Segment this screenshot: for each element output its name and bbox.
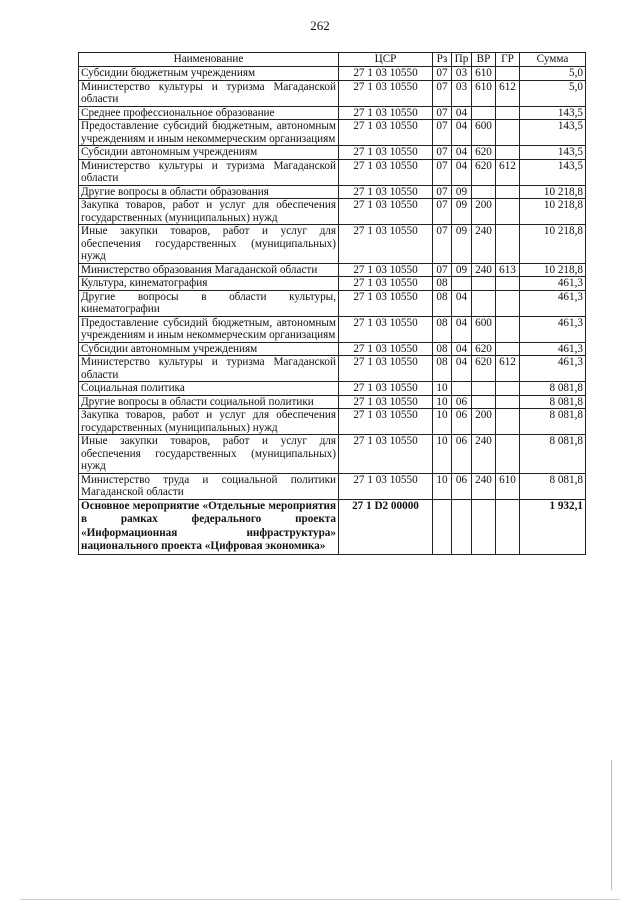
cell-sum: 10 218,8 <box>520 185 586 199</box>
cell-csr: 27 1 03 10550 <box>339 290 433 316</box>
cell-name: Министерство культуры и туризма Магаданской области <box>79 80 339 106</box>
cell-sum: 8 081,8 <box>520 473 586 499</box>
cell-sum: 461,3 <box>520 277 586 291</box>
budget-table <box>78 52 586 555</box>
table-row <box>79 185 586 199</box>
cell-name: Другие вопросы в области социальной политики <box>79 395 339 409</box>
cell-csr: 27 1 03 10550 <box>339 316 433 342</box>
table-row <box>79 225 586 264</box>
table-row <box>79 263 586 277</box>
cell-name: Субсидии автономным учреждениям <box>79 342 339 356</box>
cell-csr: 27 1 03 10550 <box>339 120 433 146</box>
cell-csr: 27 1 03 10550 <box>339 159 433 185</box>
cell-csr: 27 1 03 10550 <box>339 342 433 356</box>
table-row <box>79 473 586 499</box>
cell-rz: 10 <box>433 473 452 499</box>
cell-pr <box>452 382 472 396</box>
cell-vr <box>472 185 496 199</box>
table-row <box>79 80 586 106</box>
cell-name: Субсидии автономным учреждениям <box>79 146 339 160</box>
cell-name: Субсидии бюджетным учреждениям <box>79 67 339 81</box>
cell-sum: 5,0 <box>520 67 586 81</box>
cell-csr: 27 1 03 10550 <box>339 146 433 160</box>
cell-rz: 07 <box>433 263 452 277</box>
cell-csr: 27 1 03 10550 <box>339 473 433 499</box>
cell-rz: 10 <box>433 435 452 474</box>
cell-pr: 09 <box>452 185 472 199</box>
cell-csr: 27 1 03 10550 <box>339 395 433 409</box>
scan-bottom-line <box>20 899 620 900</box>
cell-sum: 8 081,8 <box>520 409 586 435</box>
cell-name: Закупка товаров, работ и услуг для обеспечения государственных (муниципальных) нужд <box>79 199 339 225</box>
cell-gr <box>496 185 520 199</box>
cell-csr: 27 1 03 10550 <box>339 185 433 199</box>
cell-rz: 08 <box>433 316 452 342</box>
cell-pr <box>452 277 472 291</box>
cell-name: Культура, кинематография <box>79 277 339 291</box>
cell-gr <box>496 67 520 81</box>
cell-vr: 200 <box>472 199 496 225</box>
cell-vr: 610 <box>472 67 496 81</box>
cell-rz: 07 <box>433 120 452 146</box>
cell-pr: 06 <box>452 409 472 435</box>
cell-sum: 143,5 <box>520 146 586 160</box>
cell-pr: 04 <box>452 356 472 382</box>
cell-rz: 07 <box>433 80 452 106</box>
cell-gr <box>496 316 520 342</box>
cell-rz: 08 <box>433 290 452 316</box>
cell-rz: 10 <box>433 382 452 396</box>
cell-csr: 27 1 03 10550 <box>339 263 433 277</box>
cell-vr: 600 <box>472 120 496 146</box>
cell-vr: 620 <box>472 146 496 160</box>
table-row <box>79 382 586 396</box>
cell-name: Другие вопросы в области образования <box>79 185 339 199</box>
cell-pr: 04 <box>452 120 472 146</box>
cell-pr: 06 <box>452 395 472 409</box>
header-gr: ГР <box>496 53 520 67</box>
cell-pr: 09 <box>452 263 472 277</box>
cell-gr <box>496 199 520 225</box>
cell-csr: 27 1 03 10550 <box>339 225 433 264</box>
table-row <box>79 290 586 316</box>
cell-vr <box>472 499 496 554</box>
cell-sum: 143,5 <box>520 106 586 120</box>
cell-csr: 27 1 03 10550 <box>339 356 433 382</box>
cell-csr: 27 1 03 10550 <box>339 199 433 225</box>
cell-pr: 04 <box>452 342 472 356</box>
cell-vr <box>472 277 496 291</box>
cell-gr <box>496 342 520 356</box>
cell-gr <box>496 106 520 120</box>
table-row <box>79 356 586 382</box>
cell-gr <box>496 435 520 474</box>
table-row <box>79 342 586 356</box>
cell-name: Министерство образования Магаданской области <box>79 263 339 277</box>
cell-vr <box>472 106 496 120</box>
cell-sum: 461,3 <box>520 290 586 316</box>
cell-name: Иные закупки товаров, работ и услуг для обеспечения государственных (муниципальных) нужд <box>79 435 339 474</box>
cell-rz: 07 <box>433 199 452 225</box>
cell-pr: 04 <box>452 159 472 185</box>
cell-sum: 5,0 <box>520 80 586 106</box>
cell-rz: 07 <box>433 146 452 160</box>
table-row <box>79 409 586 435</box>
cell-pr: 03 <box>452 80 472 106</box>
cell-name: Социальная политика <box>79 382 339 396</box>
cell-rz: 07 <box>433 67 452 81</box>
cell-sum: 143,5 <box>520 120 586 146</box>
cell-vr: 240 <box>472 473 496 499</box>
cell-csr: 27 1 03 10550 <box>339 106 433 120</box>
table-row <box>79 159 586 185</box>
cell-pr: 06 <box>452 473 472 499</box>
table-row <box>79 499 586 554</box>
table-row <box>79 120 586 146</box>
cell-rz: 07 <box>433 185 452 199</box>
cell-rz: 08 <box>433 342 452 356</box>
cell-gr: 613 <box>496 263 520 277</box>
cell-gr <box>496 225 520 264</box>
header-name: Наименование <box>79 53 339 67</box>
cell-pr <box>452 499 472 554</box>
cell-sum: 8 081,8 <box>520 382 586 396</box>
cell-vr: 600 <box>472 316 496 342</box>
header-row <box>79 53 586 67</box>
cell-pr: 03 <box>452 67 472 81</box>
table-row <box>79 395 586 409</box>
cell-gr: 612 <box>496 356 520 382</box>
cell-sum: 10 218,8 <box>520 263 586 277</box>
cell-gr: 612 <box>496 159 520 185</box>
cell-vr <box>472 290 496 316</box>
header-rz: Рз <box>433 53 452 67</box>
cell-name: Предоставление субсидий бюджетным, автономным учреждениям и иным некоммерческим организациям <box>79 120 339 146</box>
table-header <box>79 53 586 67</box>
cell-vr: 620 <box>472 159 496 185</box>
cell-sum: 8 081,8 <box>520 435 586 474</box>
cell-vr: 610 <box>472 80 496 106</box>
header-csr: ЦСР <box>339 53 433 67</box>
cell-pr: 04 <box>452 290 472 316</box>
cell-csr: 27 1 D2 00000 <box>339 499 433 554</box>
cell-vr: 200 <box>472 409 496 435</box>
cell-pr: 04 <box>452 316 472 342</box>
cell-csr: 27 1 03 10550 <box>339 277 433 291</box>
table-row <box>79 67 586 81</box>
cell-rz: 10 <box>433 395 452 409</box>
scan-edge-line <box>611 760 612 890</box>
cell-rz: 08 <box>433 277 452 291</box>
cell-name: Среднее профессиональное образование <box>79 106 339 120</box>
cell-gr <box>496 409 520 435</box>
cell-pr: 04 <box>452 146 472 160</box>
table-body <box>79 67 586 555</box>
cell-name: Предоставление субсидий бюджетным, автономным учреждениям и иным некоммерческим организациям <box>79 316 339 342</box>
cell-rz: 07 <box>433 106 452 120</box>
cell-rz: 10 <box>433 409 452 435</box>
cell-gr: 610 <box>496 473 520 499</box>
cell-csr: 27 1 03 10550 <box>339 80 433 106</box>
cell-sum: 143,5 <box>520 159 586 185</box>
cell-sum: 1 932,1 <box>520 499 586 554</box>
cell-vr: 620 <box>472 342 496 356</box>
cell-vr: 240 <box>472 263 496 277</box>
cell-gr: 612 <box>496 80 520 106</box>
cell-vr <box>472 382 496 396</box>
page-number: 262 <box>310 18 330 33</box>
cell-gr <box>496 277 520 291</box>
cell-pr: 06 <box>452 435 472 474</box>
cell-vr: 240 <box>472 435 496 474</box>
cell-csr: 27 1 03 10550 <box>339 67 433 81</box>
cell-rz <box>433 499 452 554</box>
cell-name: Закупка товаров, работ и услуг для обеспечения государственных (муниципальных) нужд <box>79 409 339 435</box>
table-row <box>79 316 586 342</box>
cell-name: Другие вопросы в области культуры, кинематографии <box>79 290 339 316</box>
cell-name: Иные закупки товаров, работ и услуг для обеспечения государственных (муниципальных) нужд <box>79 225 339 264</box>
cell-rz: 08 <box>433 356 452 382</box>
cell-csr: 27 1 03 10550 <box>339 409 433 435</box>
cell-sum: 461,3 <box>520 356 586 382</box>
cell-pr: 09 <box>452 199 472 225</box>
cell-name: Министерство культуры и туризма Магаданской области <box>79 356 339 382</box>
header-sum: Сумма <box>520 53 586 67</box>
cell-name: Министерство культуры и туризма Магаданской области <box>79 159 339 185</box>
cell-gr <box>496 499 520 554</box>
cell-pr: 09 <box>452 225 472 264</box>
header-pr: Пр <box>452 53 472 67</box>
cell-gr <box>496 120 520 146</box>
cell-pr: 04 <box>452 106 472 120</box>
table-row <box>79 106 586 120</box>
cell-rz: 07 <box>433 225 452 264</box>
cell-sum: 461,3 <box>520 342 586 356</box>
cell-vr: 240 <box>472 225 496 264</box>
cell-rz: 07 <box>433 159 452 185</box>
cell-csr: 27 1 03 10550 <box>339 435 433 474</box>
cell-gr <box>496 146 520 160</box>
cell-name: Министерство труда и социальной политики Магаданской области <box>79 473 339 499</box>
table-row <box>79 435 586 474</box>
cell-sum: 461,3 <box>520 316 586 342</box>
cell-gr <box>496 382 520 396</box>
cell-name: Основное мероприятие «Отдельные мероприятия в рамках федерального проекта «Информационная инфраструктура» национального проекта «Цифровая экономика» <box>79 499 339 554</box>
cell-vr: 620 <box>472 356 496 382</box>
table-row <box>79 199 586 225</box>
cell-gr <box>496 395 520 409</box>
cell-vr <box>472 395 496 409</box>
table-row <box>79 146 586 160</box>
cell-gr <box>496 290 520 316</box>
cell-csr: 27 1 03 10550 <box>339 382 433 396</box>
header-vr: ВР <box>472 53 496 67</box>
cell-sum: 10 218,8 <box>520 199 586 225</box>
cell-sum: 8 081,8 <box>520 395 586 409</box>
table-row <box>79 277 586 291</box>
cell-sum: 10 218,8 <box>520 225 586 264</box>
